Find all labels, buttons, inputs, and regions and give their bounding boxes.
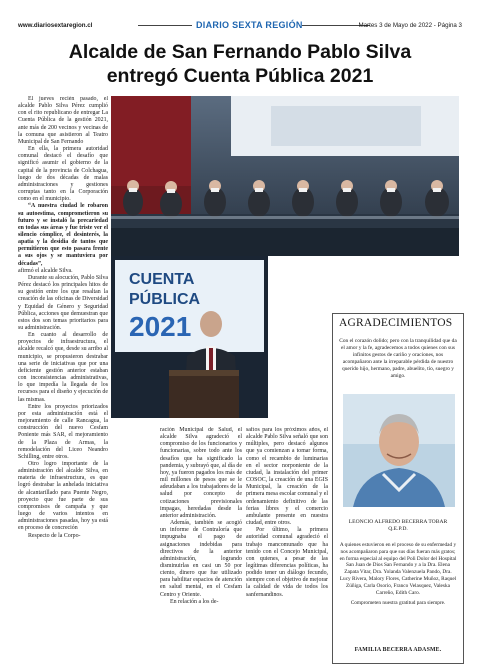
podium-photo [111, 256, 268, 418]
issue-date-page: Martes 3 de Mayo de 2022 - Página 3 [358, 22, 462, 29]
paragraph: Durante su alocución, Pablo Silva Pérez destacó los principales hitos de su gestión entre los que resaltan la creación de las oficinas de Diversidad y Equidad de Género y Seguridad Pública, acciones que demuestran que estos dos son temas prioritarios para su administración. [18, 274, 108, 331]
paragraph: safíos para los próximos años, el alcalde Pablo Silva señaló que son múltiples, pero destacó algunos que ya comienzan a tomar forma, como el recambio de luminarias en el sector norponiente de la ciudad, la instalación del primer COSOC, la creación de una EGIS Municipal, la creación de la primera mesa escolar comunal y el ordenamiento definitivo de las ferias libres y el comercio ambulante presente en nuestra ciudad, entre otros. [246, 427, 328, 527]
headline-line-2: entregó Cuenta Pública 2021 [106, 65, 374, 87]
slide-word-cuenta: CUENTA [129, 271, 195, 288]
article-column-2 [160, 427, 242, 663]
obituary-title: AGRADECIMIENTOS [339, 317, 453, 329]
article-column-3 [246, 427, 328, 663]
paragraph: En cuanto al desarrollo de proyectos de infraestructura, el alcalde recalcó que, desde su arribo al municipio, se propusieron destrabar una serie de iniciativas que por una deficiente gestión anterior estaban con inconsistencias administrativas, lo que impedía la llegada de los recursos para el diseño y ejecución de las mismas. [18, 332, 108, 403]
obituary-notice [332, 313, 464, 664]
paragraph: En relación a los de- [170, 598, 219, 605]
paragraph: Respecto de la Corpo- [28, 532, 81, 539]
paragraph: Entre los proyectos priorizados por esta administración está el mejoramiento de calle Rancagua, la construcción del nuevo Cesfam Poniente más SAR, el mejoramiento de la Plaza de Armas, la remodelación del Liceo Neandro Schilling, entre otros. [18, 403, 108, 460]
header-rule [138, 25, 192, 26]
slide-word-publica: PÚBLICA [129, 291, 201, 308]
newspaper-brand: DIARIO SEXTA REGIÓN [196, 20, 303, 30]
ceremony-photo [111, 96, 459, 256]
page-header [18, 20, 462, 32]
headline-line-1: Alcalde de San Fernando Pablo Silva [68, 41, 412, 63]
headline [18, 40, 462, 88]
deceased-name-block [339, 519, 457, 533]
paragraph: En ella, la primera autoridad comunal destacó el desafío que significó asumir el gobierno de la capital de la provincia de Colchagua, luego de dos décadas de malas administraciones y gestiones corruptas tanto en la Corporación como en el municipio. [18, 146, 108, 203]
closing-line: Comprometen nuestra gratitud para siempre. [350, 600, 446, 607]
family-signature: FAMILIA BECERRA ADASME. [354, 647, 442, 653]
deceased-portrait [343, 394, 455, 507]
article-column-1 [18, 96, 108, 664]
paragraph: El jueves recién pasado, el alcalde Pablo Silva Pérez cumplió con el rito republicano de entregar La Cuenta Pública de la gestión 2021, ante más de 200 vecinos y vecinas de la comuna que asistieron al Teatro Municipal de San Fernando [18, 96, 108, 145]
qepd-label: Q.E.P.D. [388, 526, 408, 532]
paragraph: ración Municipal de Salud, el alcalde Silva agradeció el compromiso de los funcionarios y funcionarias, sobre todo ante los desafíos que ha significado la pandemia, y subrayó que, al día de hoy, ya fueron pagados los más de mil millones de pesos que se le adeudaban a los trabajadores de la salud por concepto de cotizaciones previsionales impagas, heredadas desde la anterior administración. [160, 427, 242, 519]
obituary-thanks [339, 542, 457, 607]
thanks-text: A quienes estuvieron en el proceso de su enfermedad y nos acompañaron para que sus días fueran más gratos; en forma especial al equipo del Poli Dolor del Hospital San Juan de Dios San Fernando y a la Dra. Elena Zapata Vitar, Dra. Yolanda Valenzuela Pando, Dra. Lucy Rivera, Malory Flores, Catherine Muñoz, Raquel Zúñiga, Carla Osorio, Franco Velasquez, Valeska Carreño, Edith Caro. [339, 542, 457, 596]
slide-year: 2021 [129, 311, 192, 342]
paragraph: afirmó el alcalde Silva. [18, 267, 73, 274]
obituary-verse: Con el corazón dolido; pero con la tranquilidad que da el amor y la fe, agradecemos a todos quienes con sus infinitos gestos de cariño y oraciones, nos acompañaron ante la irreparable pérdida de nuestro querido hijo, hermano, padre, abuelito, tío, suegro y amigo. [339, 338, 457, 379]
paragraph: Otro logro importante de la administración del alcalde Silva, en materia de infraestructura, es que logró destrabar la anhelada iniciativa de alcantarillado para Puente Negro, proyecto que fue parte de sus compromisos de campaña y que luego de varios intentos en administraciones pasadas, hoy ya está en proceso de concreción [18, 460, 108, 532]
pull-quote: “A nuestra ciudad le robaron su autoestima, comprometieron su futuro y se instaló la precariedad en todas sus áreas y fue triste ver el silencio cómplice, el desinterés, la apatía y la desidia de tantos que permitieron que esto pasara frente a sus ojos y se mantuviera por décadas”, [18, 203, 108, 267]
paragraph: Además, también se acogió un informe de Contraloría que impugnaba el pago de asignaciones indebidas para directivos de la anterior administración, logrando disminuirlas en casi un 50 por ciento, dinero que fue utilizado para habilitar espacios de atención en salud mental, en el Cesfam Centro y Oriente. [160, 520, 242, 598]
deceased-name: LEONCIO ALFREDO BECERRA TOBAR [348, 519, 448, 525]
site-url[interactable]: www.diariosextaregion.cl [18, 22, 93, 29]
paragraph: Por último, la primera autoridad comunal agradeció el trabajo mancomunado que ha tenido con el Concejo Municipal, con quienes, a pesar de las legítimas diferencias políticas, ha podido tener un diálogo fecundo, siempre con el objetivo de mejorar la calidad de vida de todos los sanfernandinos. [246, 527, 328, 598]
